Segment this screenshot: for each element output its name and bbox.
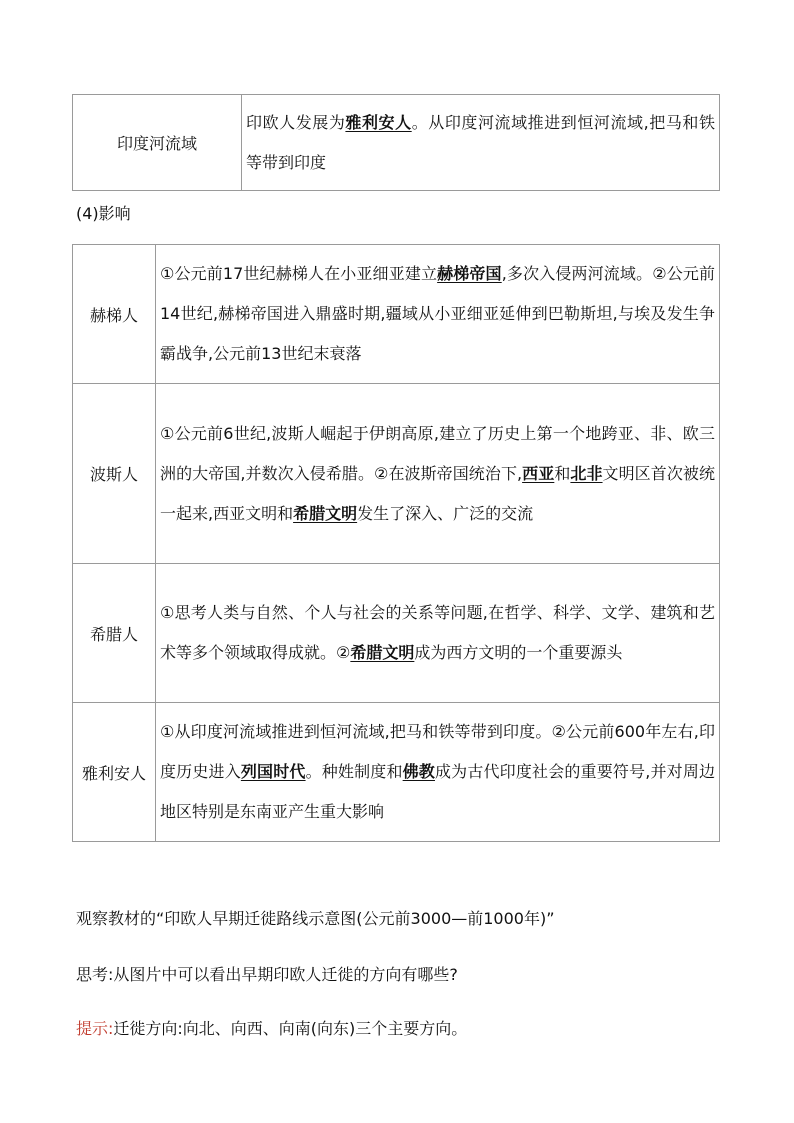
key-term: 西亚	[522, 463, 555, 483]
observation-paragraph: 观察教材的“印欧人早期迁徙路线示意图(公元前3000—前1000年)”	[76, 909, 555, 928]
table-row	[73, 703, 720, 842]
migration-table	[72, 94, 720, 191]
table-row	[73, 95, 720, 191]
key-term: 佛教	[402, 762, 435, 781]
table-row	[73, 564, 720, 703]
row-content: ①思考人类与自然、个人与社会的关系等问题,在哲学、科学、文学、建筑和艺术等多个领域取得成就。②希腊文明成为西方文明的一个重要源头	[156, 564, 720, 703]
hint-paragraph	[76, 1019, 467, 1039]
row-label: 雅利安人	[73, 703, 156, 842]
key-term: 希腊文明	[350, 643, 415, 662]
key-term: 列国时代	[240, 762, 306, 781]
influence-table	[72, 244, 720, 842]
key-term: 赫梯帝国	[437, 264, 502, 283]
table-row	[73, 384, 720, 564]
section-heading: (4)影响	[76, 204, 131, 223]
row-label: 波斯人	[73, 384, 156, 564]
row-content: ①从印度河流域推进到恒河流域,把马和铁等带到印度。②公元前600年左右,印度历史进入列国时代。种姓制度和佛教成为古代印度社会的重要符号,并对周边地区特别是东南亚产生重大影响	[156, 703, 720, 842]
row-label: 赫梯人	[73, 245, 156, 384]
hint-text: 迁徙方向:向北、向西、向南(向东)三个主要方向。	[113, 1019, 468, 1038]
key-term: 希腊文明	[293, 503, 358, 523]
table-row	[73, 245, 720, 384]
row-content: ①公元前17世纪赫梯人在小亚细亚建立赫梯帝国,多次入侵两河流域。②公元前14世纪,赫梯帝国进入鼎盛时期,疆域从小亚细亚延伸到巴勒斯坦,与埃及发生争霸战争,公元前13世纪末衰落	[156, 245, 720, 384]
key-term: 北非	[570, 463, 603, 483]
hint-label: 提示:	[76, 1019, 114, 1038]
row-content: ①公元前6世纪,波斯人崛起于伊朗高原,建立了历史上第一个地跨亚、非、欧三洲的大帝国,并数次入侵希腊。②在波斯帝国统治下,西亚和北非文明区首次被统一起来,西亚文明和希腊文明发生了深入、广泛的交流	[156, 384, 720, 564]
row-label: 印度河流域	[73, 95, 242, 191]
row-content: 印欧人发展为雅利安人。从印度河流域推进到恒河流域,把马和铁等带到印度	[242, 95, 720, 191]
question-paragraph: 思考:从图片中可以看出早期印欧人迁徙的方向有哪些?	[76, 965, 458, 984]
row-label: 希腊人	[73, 564, 156, 703]
key-term: 雅利安人	[345, 112, 412, 132]
